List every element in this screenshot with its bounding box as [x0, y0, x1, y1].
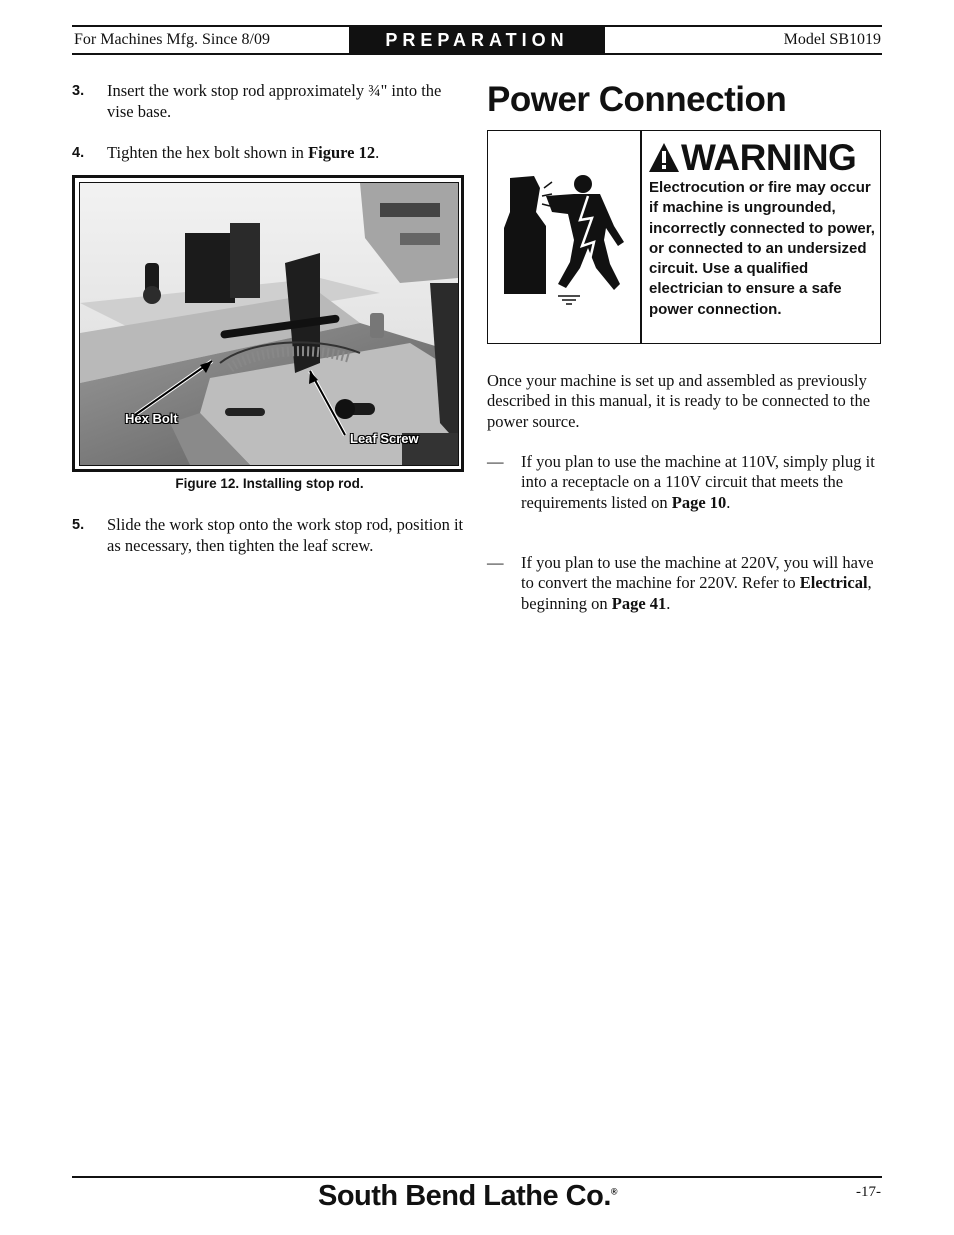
section-title: Power Connection	[487, 80, 787, 119]
step-text: Insert the work stop rod approximately ¾" into the vise base.	[107, 81, 442, 121]
callout-leaf-screw: Leaf Screw	[350, 431, 419, 446]
page-number: -17-	[856, 1184, 881, 1200]
section-reference: Electrical	[799, 573, 868, 593]
page-reference: Page 41	[611, 593, 667, 613]
bullet-dash: —	[487, 553, 504, 572]
header-rule-bottom	[72, 53, 882, 55]
warning-triangle-icon	[648, 142, 680, 174]
step-3	[72, 81, 467, 122]
bullet-text	[521, 553, 883, 614]
footer-brand	[318, 1180, 617, 1213]
bullet-text-plain: .	[726, 492, 731, 512]
warning-heading	[648, 138, 856, 178]
warning-heading-text: WARNING	[681, 137, 857, 178]
step-text	[107, 143, 467, 164]
figure-reference: Figure 12	[308, 143, 376, 162]
figure-12-photo	[79, 182, 459, 466]
electrocution-icon	[496, 168, 632, 306]
warning-text: Electrocution or fire may occur if machine is ungrounded, incorrectly connected to power, or connected to an undersized circuit. Use a qualified electrician to ensure a safe power connection.	[649, 179, 875, 318]
step-5	[72, 515, 467, 556]
bullet-dash: —	[487, 452, 504, 471]
step-number: 5.	[72, 517, 85, 533]
brand-name: South Bend Lathe Co.	[318, 1180, 611, 1212]
step-text: Slide the work stop onto the work stop rod, position it as necessary, then tighten the leaf screw.	[107, 515, 464, 555]
header-section-label: PREPARATION	[349, 27, 605, 53]
bullet-220v	[487, 553, 883, 614]
bullet-text	[521, 452, 883, 513]
page-reference: Page 10	[671, 492, 727, 512]
step-text-plain: .	[375, 143, 380, 162]
intro-paragraph: Once your machine is set up and assembled as previously described in this manual, it is ready to be connected to the power source.	[487, 371, 871, 431]
step-number: 3.	[72, 83, 85, 99]
bullet-text-plain: If you plan to use the machine at 110V, simply plug it into a receptacle on a 110V circuit that meets the requirements listed on	[521, 452, 875, 512]
figure-caption: Figure 12. Installing stop rod.	[175, 476, 364, 491]
warning-divider	[640, 130, 642, 344]
bullet-text-plain: .	[666, 593, 671, 613]
step-number: 4.	[72, 145, 85, 161]
header-machines-date: For Machines Mfg. Since 8/09	[74, 31, 270, 48]
callout-hex-bolt: Hex Bolt	[125, 411, 178, 426]
footer-rule	[72, 1176, 882, 1178]
header-model: Model SB1019	[783, 31, 881, 48]
bullet-text-plain: , beginning on	[521, 573, 872, 613]
step-4	[72, 143, 467, 164]
registered-mark: ®	[610, 1186, 618, 1197]
bullet-110v	[487, 452, 883, 513]
step-text-plain: Tighten the hex bolt shown in	[107, 143, 309, 162]
bullet-text-plain: If you plan to use the machine at 220V, you will have to convert the machine for 220V. Refer to	[521, 553, 874, 593]
